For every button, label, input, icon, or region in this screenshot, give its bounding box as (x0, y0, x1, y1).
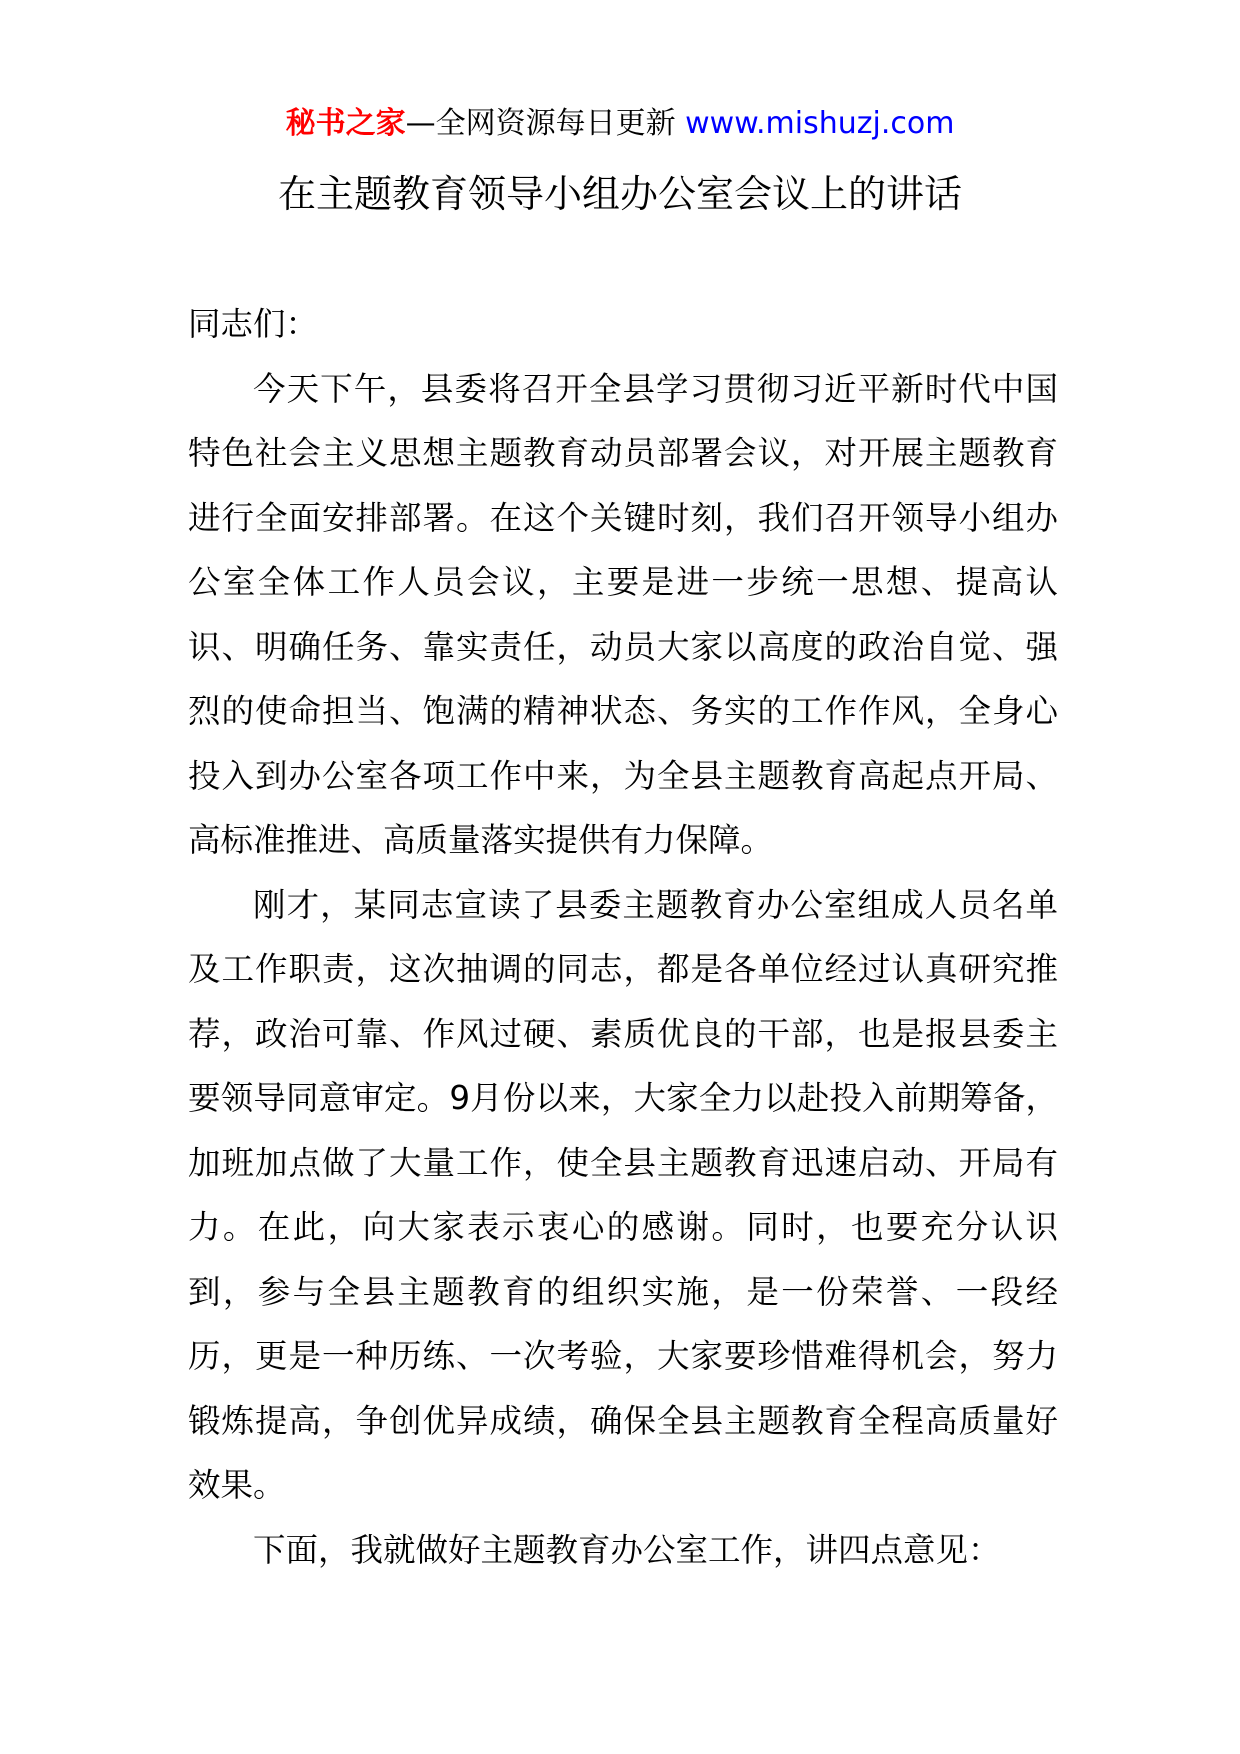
site-url: www.mishuzj.com (685, 106, 955, 141)
paragraph: 今天下午，县委将召开全县学习贯彻习近平新时代中国特色社会主义思想主题教育动员部署会议，对开展主题教育进行全面安排部署。在这个关键时刻，我们召开领导小组办公室全体工作人员会议，主要是进一步统一思想、提高认识、明确任务、靠实责任，动员大家以高度的政治自觉、强烈的使命担当、饱满的精神状态、务实的工作作风，全身心投入到办公室各项工作中来，为全县主题教育高起点开局、高标准推进、高质量落实提供有力保障。 (188, 369, 1058, 859)
document-body (188, 292, 1058, 1582)
paragraph: 下面，我就做好主题教育办公室工作，讲四点意见： (253, 1530, 1001, 1569)
site-header (0, 102, 1240, 146)
brand-name: 秘书之家 (285, 106, 406, 141)
paragraph: 刚才，某同志宣读了县委主题教育办公室组成人员名单及工作职责，这次抽调的同志，都是各单位经过认真研究推荐，政治可靠、作风过硬、素质优良的干部，也是报县委主要领导同意审定。9月份以来，大家全力以赴投入前期筹备，加班加点做了大量工作，使全县主题教育迅速启动、开局有力。在此，向大家表示衷心的感谢。同时，也要充分认识到，参与全县主题教育的组织实施，是一份荣誉、一段经历，更是一种历练、一次考验，大家要珍惜难得机会，努力锻炼提高，争创优异成绩，确保全县主题教育全程高质量好效果。 (188, 885, 1058, 1504)
document-title: 在主题教育领导小组办公室会议上的讲话 (277, 172, 962, 216)
salutation: 同志们： (188, 305, 319, 343)
header-tagline: —全网资源每日更新 (405, 106, 686, 141)
